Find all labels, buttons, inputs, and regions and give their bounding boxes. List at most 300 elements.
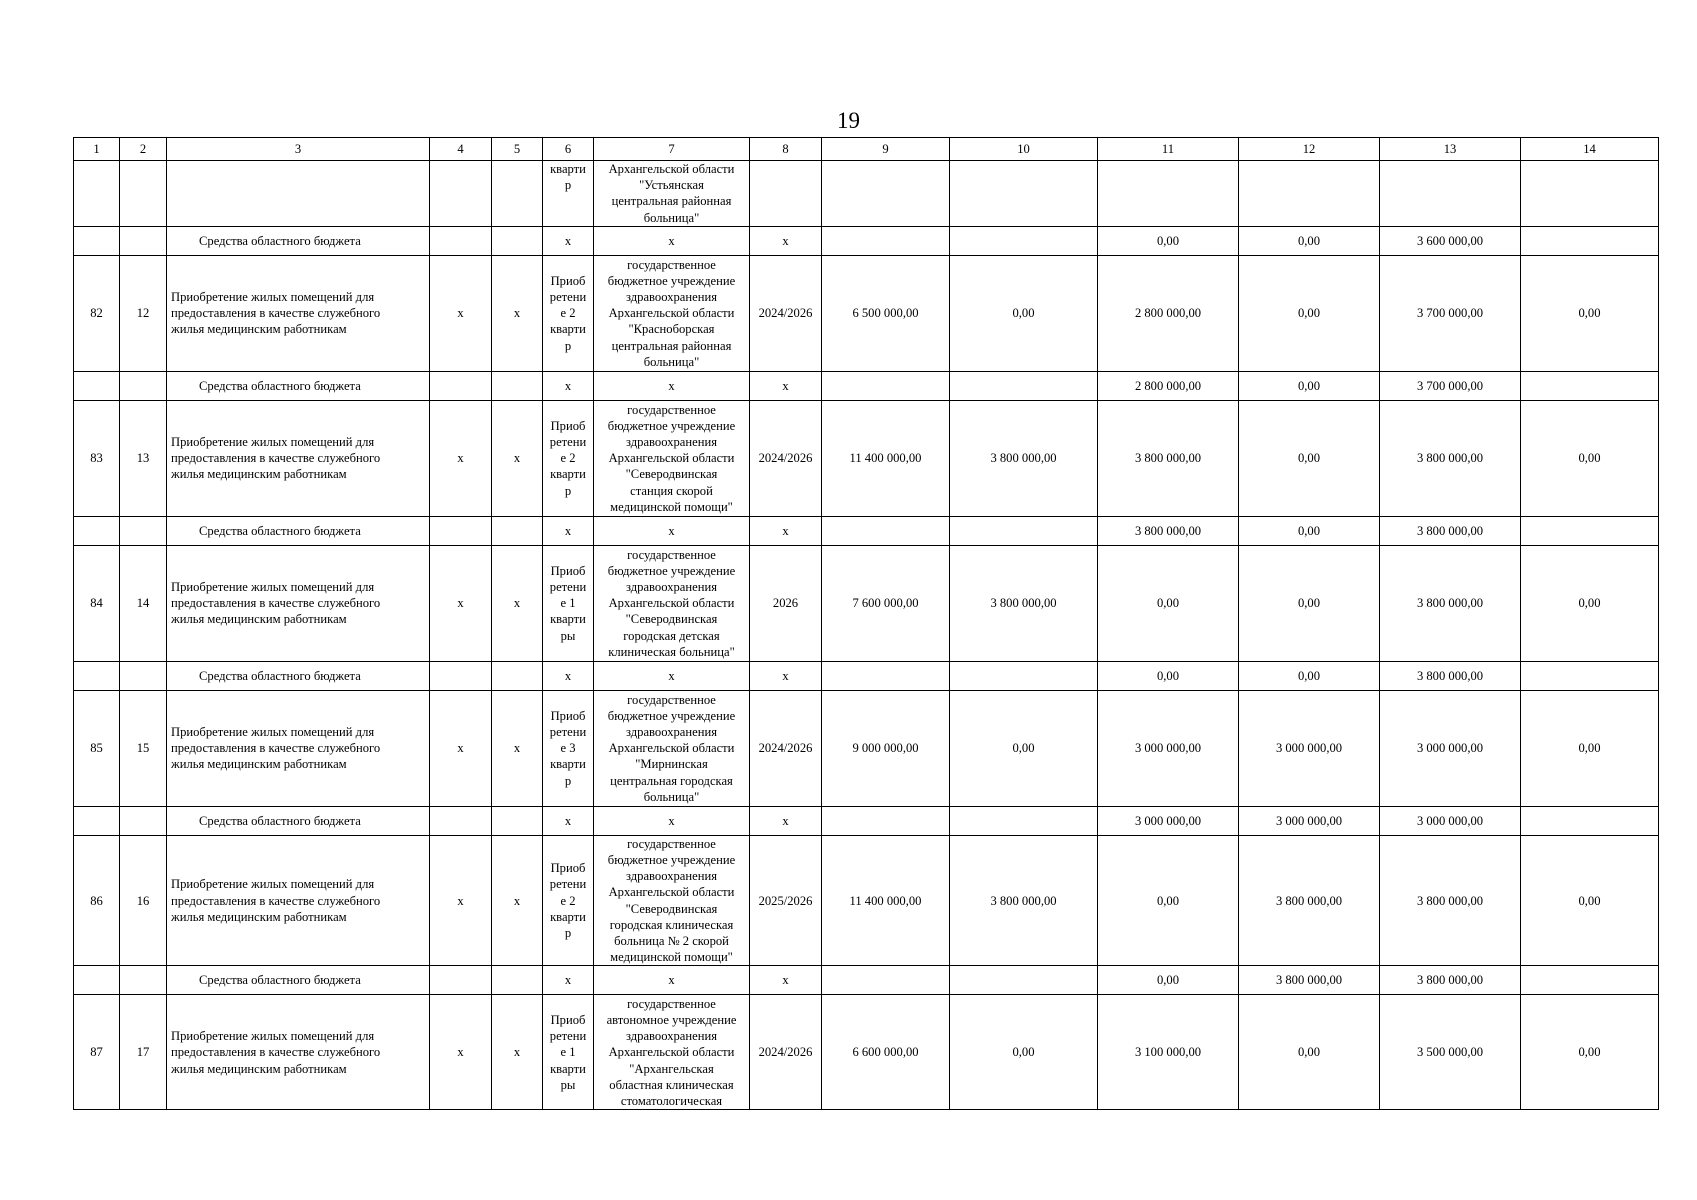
- cell-c11: 0,00: [1098, 661, 1239, 690]
- cell-line: медицинской помощи": [610, 950, 733, 965]
- cell-line: жилья медицинским работникам: [171, 909, 347, 924]
- cell-c5: [492, 161, 543, 227]
- cell-line: "Архангельская: [629, 1061, 714, 1076]
- cell-line: государственное: [627, 402, 716, 417]
- cell-line: "Мирнинская: [635, 757, 708, 772]
- header-cell-9: 9: [822, 138, 950, 161]
- cell-line: государственное: [627, 547, 716, 562]
- cell-c9: [822, 806, 950, 835]
- cell-line: больница": [643, 789, 700, 804]
- cell-c4: x: [430, 400, 492, 516]
- cell-line: бюджетное учреждение: [607, 563, 736, 578]
- cell-line: государственное: [627, 257, 716, 272]
- cell-line: ры: [560, 628, 576, 643]
- item-name: [167, 995, 430, 1110]
- cell-c10: 0,00: [950, 255, 1098, 371]
- customer-institution: [594, 690, 750, 806]
- cell-c2: [120, 516, 167, 545]
- cell-c9: [822, 966, 950, 995]
- cell-line: предоставления в качестве служебного: [171, 451, 381, 466]
- cell-c6: x: [543, 516, 594, 545]
- cell-c14: [1521, 161, 1659, 227]
- cell-line: р: [564, 483, 572, 498]
- period: 2024/2026: [750, 255, 822, 371]
- cell-line: бюджетное учреждение: [607, 853, 736, 868]
- cell-c4: x: [430, 995, 492, 1110]
- cell-line: Архангельской области: [608, 162, 735, 176]
- period: 2025/2026: [750, 835, 822, 966]
- cell-c11: 0,00: [1098, 226, 1239, 255]
- cell-line: Приобретение жилых помещений для: [171, 435, 375, 449]
- cell-line: здравоохранения: [626, 435, 717, 449]
- cell-line: Приоб: [550, 418, 586, 433]
- cell-c13: 3 800 000,00: [1380, 545, 1521, 661]
- cell-c11: 0,00: [1098, 545, 1239, 661]
- cell-c4: [430, 661, 492, 690]
- cell-c2: [120, 226, 167, 255]
- header-cell-10: 10: [950, 138, 1098, 161]
- cell-c13: 3 700 000,00: [1380, 371, 1521, 400]
- cell-line: медицинской помощи": [610, 499, 733, 514]
- header-row: [74, 138, 1659, 161]
- cell-line: р: [564, 338, 572, 353]
- cell-line: государственное: [627, 996, 716, 1011]
- cell-line: Приобретение жилых помещений для: [171, 580, 375, 594]
- cell-c6: x: [543, 226, 594, 255]
- funding-row: [74, 371, 1659, 400]
- cell-line: кварти: [550, 322, 586, 337]
- cell-c10: [950, 226, 1098, 255]
- capacity: [543, 255, 594, 371]
- cell-line: Архангельской области: [608, 596, 735, 611]
- cell-c11: 2 800 000,00: [1098, 255, 1239, 371]
- cell-line: Архангельской области: [608, 885, 735, 900]
- table-row: [74, 255, 1659, 371]
- cell-line: Архангельской области: [608, 306, 735, 321]
- cell-line: центральная городская: [610, 773, 733, 788]
- cell-line: больница": [643, 210, 700, 225]
- cell-line: р: [564, 178, 572, 193]
- customer-institution: [594, 545, 750, 661]
- cell-line: р: [564, 773, 572, 788]
- cell-c5: [492, 226, 543, 255]
- cell-c5: x: [492, 400, 543, 516]
- cell-c8: x: [750, 806, 822, 835]
- cell-c11: 3 100 000,00: [1098, 995, 1239, 1110]
- item-name: [167, 545, 430, 661]
- funding-row: [74, 966, 1659, 995]
- cell-line: станция скорой: [630, 483, 713, 498]
- cell-c5: [492, 966, 543, 995]
- table-row: [74, 690, 1659, 806]
- cell-line: Архангельской области: [608, 741, 735, 756]
- cell-c13: 3 800 000,00: [1380, 400, 1521, 516]
- header-cell-6: 6: [543, 138, 594, 161]
- cell-c7: x: [594, 226, 750, 255]
- cell-c4: x: [430, 690, 492, 806]
- cell-c7: [594, 161, 750, 227]
- cell-c10: 0,00: [950, 995, 1098, 1110]
- cell-c10: [950, 371, 1098, 400]
- cell-line: жилья медицинским работникам: [171, 757, 347, 772]
- cell-c12: 3 800 000,00: [1239, 966, 1380, 995]
- cell-c6: [543, 161, 594, 227]
- row-number: 87: [74, 995, 120, 1110]
- continuation-row: [74, 161, 1659, 227]
- cell-c10: [950, 516, 1098, 545]
- cell-c4: [430, 161, 492, 227]
- cell-line: ретени: [549, 877, 587, 892]
- period: 2024/2026: [750, 995, 822, 1110]
- cell-c9: [822, 371, 950, 400]
- cell-c8: x: [750, 516, 822, 545]
- cell-c7: x: [594, 661, 750, 690]
- budget-table: [73, 137, 1659, 1110]
- cell-c13: 3 800 000,00: [1380, 966, 1521, 995]
- table-row: [74, 400, 1659, 516]
- cell-c2: [120, 806, 167, 835]
- cell-line: государственное: [627, 836, 716, 851]
- cell-c14: 0,00: [1521, 835, 1659, 966]
- cell-c5: x: [492, 995, 543, 1110]
- header-cell-1: 1: [74, 138, 120, 161]
- total-cost: 9 000 000,00: [822, 690, 950, 806]
- cell-c8: x: [750, 371, 822, 400]
- cell-line: Приоб: [550, 708, 586, 723]
- cell-c14: [1521, 806, 1659, 835]
- cell-c12: 3 000 000,00: [1239, 690, 1380, 806]
- cell-line: ретени: [549, 290, 587, 304]
- cell-c9: [822, 661, 950, 690]
- cell-c14: [1521, 516, 1659, 545]
- total-cost: 7 600 000,00: [822, 545, 950, 661]
- customer-institution: [594, 835, 750, 966]
- cell-c2: [120, 161, 167, 227]
- cell-line: "Северодвинская: [625, 467, 718, 482]
- cell-line: Приоб: [550, 1012, 586, 1027]
- cell-c10: 3 800 000,00: [950, 400, 1098, 516]
- cell-c4: [430, 966, 492, 995]
- cell-c10: 0,00: [950, 690, 1098, 806]
- cell-c11: 3 000 000,00: [1098, 806, 1239, 835]
- cell-line: ретени: [549, 580, 587, 594]
- item-name: [167, 400, 430, 516]
- cell-line: стоматологическая: [620, 1093, 723, 1108]
- item-number: 16: [120, 835, 167, 966]
- cell-line: р: [564, 925, 572, 940]
- cell-c14: 0,00: [1521, 690, 1659, 806]
- cell-c7: x: [594, 806, 750, 835]
- cell-c12: 0,00: [1239, 545, 1380, 661]
- cell-line: больница": [643, 354, 700, 369]
- cell-line: е 2: [560, 306, 576, 321]
- capacity: [543, 545, 594, 661]
- funding-source-label: Средства областного бюджета: [167, 966, 430, 995]
- cell-c2: [120, 371, 167, 400]
- total-cost: 6 500 000,00: [822, 255, 950, 371]
- cell-c14: [1521, 966, 1659, 995]
- cell-c4: [430, 806, 492, 835]
- item-number: 15: [120, 690, 167, 806]
- cell-line: предоставления в качестве служебного: [171, 596, 381, 611]
- cell-c7: x: [594, 966, 750, 995]
- cell-line: бюджетное учреждение: [607, 273, 736, 288]
- item-number: 17: [120, 995, 167, 1110]
- cell-line: предоставления в качестве служебного: [171, 1045, 381, 1060]
- funding-source-label: Средства областного бюджета: [167, 806, 430, 835]
- capacity: [543, 400, 594, 516]
- funding-source-label: Средства областного бюджета: [167, 516, 430, 545]
- cell-line: Приобретение жилых помещений для: [171, 1029, 375, 1044]
- cell-line: Приоб: [550, 563, 586, 578]
- cell-c10: [950, 806, 1098, 835]
- cell-line: городская детская: [623, 628, 720, 643]
- cell-line: бюджетное учреждение: [607, 418, 736, 433]
- cell-line: "Устьянская: [639, 178, 704, 193]
- row-number: 86: [74, 835, 120, 966]
- total-cost: 6 600 000,00: [822, 995, 950, 1110]
- header-cell-5: 5: [492, 138, 543, 161]
- cell-line: жилья медицинским работникам: [171, 1061, 347, 1076]
- cell-line: "Северодвинская: [625, 901, 718, 916]
- row-number: 83: [74, 400, 120, 516]
- table-row: [74, 545, 1659, 661]
- funding-row: [74, 226, 1659, 255]
- cell-line: ретени: [549, 435, 587, 449]
- row-number: 85: [74, 690, 120, 806]
- cell-line: ретени: [549, 725, 587, 739]
- cell-c4: x: [430, 255, 492, 371]
- cell-line: Приобретение жилых помещений для: [171, 725, 375, 739]
- cell-c5: [492, 661, 543, 690]
- cell-c11: [1098, 161, 1239, 227]
- cell-c8: x: [750, 226, 822, 255]
- cell-c7: x: [594, 516, 750, 545]
- cell-c14: [1521, 661, 1659, 690]
- cell-c9: [822, 161, 950, 227]
- customer-institution: [594, 400, 750, 516]
- cell-line: государственное: [627, 692, 716, 707]
- cell-c12: 0,00: [1239, 255, 1380, 371]
- row-number: 82: [74, 255, 120, 371]
- cell-c12: 0,00: [1239, 400, 1380, 516]
- cell-c4: [430, 516, 492, 545]
- cell-c1: [74, 371, 120, 400]
- cell-line: бюджетное учреждение: [607, 708, 736, 723]
- cell-c13: 3 600 000,00: [1380, 226, 1521, 255]
- cell-line: здравоохранения: [626, 580, 717, 594]
- cell-line: жилья медицинским работникам: [171, 612, 347, 627]
- cell-c5: x: [492, 835, 543, 966]
- cell-line: городская клиническая: [609, 917, 734, 932]
- header-cell-11: 11: [1098, 138, 1239, 161]
- cell-line: "Красноборская: [628, 322, 715, 337]
- cell-line: здравоохранения: [626, 1029, 717, 1044]
- header-cell-8: 8: [750, 138, 822, 161]
- cell-line: кварти: [550, 162, 586, 176]
- cell-line: кварти: [550, 612, 586, 627]
- cell-line: Приоб: [550, 861, 586, 876]
- cell-c11: 3 000 000,00: [1098, 690, 1239, 806]
- item-number: 13: [120, 400, 167, 516]
- funding-row: [74, 806, 1659, 835]
- cell-c1: [74, 516, 120, 545]
- cell-line: автономное учреждение: [606, 1012, 737, 1027]
- cell-line: Приобретение жилых помещений для: [171, 877, 375, 892]
- cell-c3: [167, 161, 430, 227]
- cell-c13: 3 800 000,00: [1380, 835, 1521, 966]
- cell-line: Архангельской области: [608, 1045, 735, 1060]
- cell-c7: x: [594, 371, 750, 400]
- table-body: [74, 138, 1659, 1110]
- cell-c14: 0,00: [1521, 400, 1659, 516]
- funding-source-label: Средства областного бюджета: [167, 226, 430, 255]
- cell-line: кварти: [550, 467, 586, 482]
- cell-c13: 3 000 000,00: [1380, 806, 1521, 835]
- cell-c5: x: [492, 255, 543, 371]
- header-cell-3: 3: [167, 138, 430, 161]
- cell-c12: 0,00: [1239, 371, 1380, 400]
- cell-c14: 0,00: [1521, 255, 1659, 371]
- cell-line: е 3: [560, 741, 576, 756]
- customer-institution: [594, 995, 750, 1110]
- cell-c5: x: [492, 690, 543, 806]
- cell-line: здравоохранения: [626, 869, 717, 884]
- cell-c12: 3 800 000,00: [1239, 835, 1380, 966]
- cell-c5: x: [492, 545, 543, 661]
- table-row: [74, 835, 1659, 966]
- page-number: 19: [837, 108, 860, 133]
- total-cost: 11 400 000,00: [822, 835, 950, 966]
- cell-c11: 2 800 000,00: [1098, 371, 1239, 400]
- total-cost: 11 400 000,00: [822, 400, 950, 516]
- cell-line: центральная районная: [611, 194, 732, 209]
- cell-c1: [74, 806, 120, 835]
- item-number: 12: [120, 255, 167, 371]
- cell-line: Приоб: [550, 273, 586, 288]
- cell-line: жилья медицинским работникам: [171, 322, 347, 337]
- cell-c8: [750, 161, 822, 227]
- funding-row: [74, 661, 1659, 690]
- cell-line: кварти: [550, 1061, 586, 1076]
- cell-c13: [1380, 161, 1521, 227]
- cell-c6: x: [543, 806, 594, 835]
- cell-c11: 0,00: [1098, 835, 1239, 966]
- item-number: 14: [120, 545, 167, 661]
- cell-c9: [822, 226, 950, 255]
- cell-c2: [120, 661, 167, 690]
- table-row: [74, 995, 1659, 1110]
- header-cell-14: 14: [1521, 138, 1659, 161]
- period: 2024/2026: [750, 690, 822, 806]
- cell-c13: 3 700 000,00: [1380, 255, 1521, 371]
- cell-line: "Северодвинская: [625, 612, 718, 627]
- cell-c10: [950, 161, 1098, 227]
- cell-c9: [822, 516, 950, 545]
- cell-c14: [1521, 226, 1659, 255]
- cell-c1: [74, 161, 120, 227]
- cell-c12: 0,00: [1239, 516, 1380, 545]
- cell-c13: 3 500 000,00: [1380, 995, 1521, 1110]
- cell-c6: x: [543, 661, 594, 690]
- cell-c12: 3 000 000,00: [1239, 806, 1380, 835]
- item-name: [167, 690, 430, 806]
- cell-c14: 0,00: [1521, 995, 1659, 1110]
- cell-c6: x: [543, 371, 594, 400]
- cell-c1: [74, 226, 120, 255]
- cell-c14: 0,00: [1521, 545, 1659, 661]
- cell-c5: [492, 516, 543, 545]
- cell-line: предоставления в качестве служебного: [171, 893, 381, 908]
- cell-c8: x: [750, 966, 822, 995]
- cell-c10: [950, 661, 1098, 690]
- cell-c4: x: [430, 545, 492, 661]
- cell-line: предоставления в качестве служебного: [171, 741, 381, 756]
- capacity: [543, 995, 594, 1110]
- cell-c4: [430, 226, 492, 255]
- cell-line: ретени: [549, 1029, 587, 1044]
- cell-c13: 3 800 000,00: [1380, 661, 1521, 690]
- cell-line: жилья медицинским работникам: [171, 467, 347, 482]
- capacity: [543, 835, 594, 966]
- cell-c8: x: [750, 661, 822, 690]
- capacity: [543, 690, 594, 806]
- cell-line: здравоохранения: [626, 290, 717, 304]
- cell-line: предоставления в качестве служебного: [171, 306, 381, 321]
- cell-c12: 0,00: [1239, 995, 1380, 1110]
- cell-c1: [74, 966, 120, 995]
- cell-line: ры: [560, 1077, 576, 1092]
- cell-line: е 1: [560, 596, 576, 611]
- cell-c6: x: [543, 966, 594, 995]
- cell-c12: 0,00: [1239, 226, 1380, 255]
- funding-source-label: Средства областного бюджета: [167, 661, 430, 690]
- cell-c12: 0,00: [1239, 661, 1380, 690]
- cell-c13: 3 800 000,00: [1380, 516, 1521, 545]
- cell-c14: [1521, 371, 1659, 400]
- cell-line: е 2: [560, 451, 576, 466]
- header-cell-13: 13: [1380, 138, 1521, 161]
- funding-row: [74, 516, 1659, 545]
- cell-c11: 3 800 000,00: [1098, 400, 1239, 516]
- row-number: 84: [74, 545, 120, 661]
- cell-line: здравоохранения: [626, 725, 717, 739]
- cell-c5: [492, 371, 543, 400]
- cell-line: кварти: [550, 909, 586, 924]
- cell-c4: x: [430, 835, 492, 966]
- cell-c10: 3 800 000,00: [950, 835, 1098, 966]
- cell-c4: [430, 371, 492, 400]
- header-cell-2: 2: [120, 138, 167, 161]
- cell-c2: [120, 966, 167, 995]
- item-name: [167, 255, 430, 371]
- cell-line: Приобретение жилых помещений для: [171, 290, 375, 304]
- cell-c10: 3 800 000,00: [950, 545, 1098, 661]
- header-cell-7: 7: [594, 138, 750, 161]
- cell-c5: [492, 806, 543, 835]
- cell-line: е 2: [560, 893, 576, 908]
- cell-c11: 0,00: [1098, 966, 1239, 995]
- cell-line: больница № 2 скорой: [614, 934, 729, 949]
- cell-line: е 1: [560, 1045, 576, 1060]
- header-cell-4: 4: [430, 138, 492, 161]
- item-name: [167, 835, 430, 966]
- cell-line: клиническая больница": [608, 644, 735, 659]
- cell-line: кварти: [550, 757, 586, 772]
- funding-source-label: Средства областного бюджета: [167, 371, 430, 400]
- cell-c1: [74, 661, 120, 690]
- cell-c11: 3 800 000,00: [1098, 516, 1239, 545]
